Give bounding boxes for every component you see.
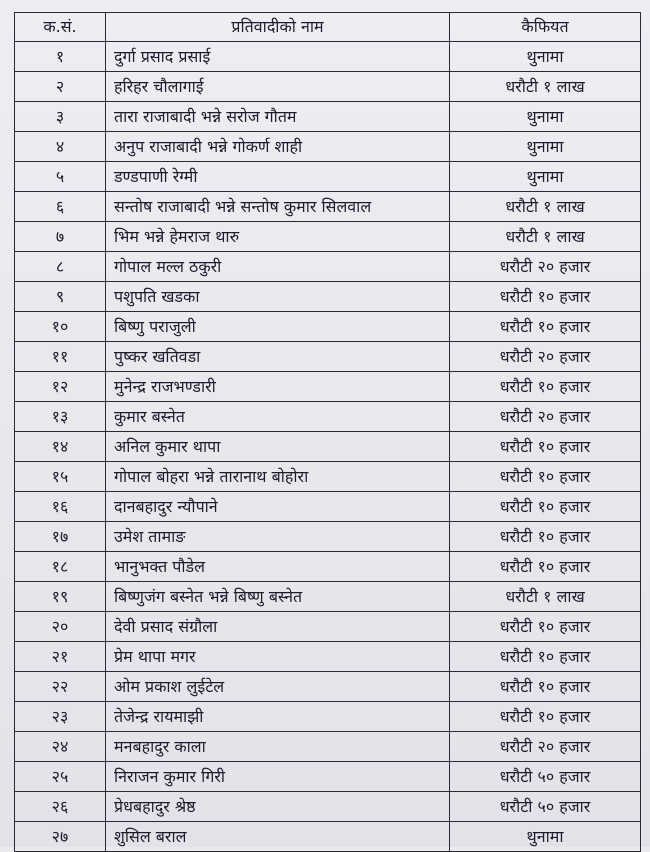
- remark-cell: धरौटी १० हजार: [450, 432, 641, 462]
- serial-number-cell: २३: [15, 702, 106, 732]
- remark-cell: धरौटी २० हजार: [450, 732, 641, 762]
- table-row: [15, 522, 641, 552]
- defendant-name-cell: डण्डपाणी रेग्मी: [106, 162, 450, 192]
- table-row: [15, 192, 641, 222]
- defendant-name-cell: गोपाल बोहरा भन्ने तारानाथ बोहोरा: [106, 462, 450, 492]
- remark-cell: धरौटी ५० हजार: [450, 792, 641, 822]
- remark-cell: धरौटी २० हजार: [450, 402, 641, 432]
- remark-cell: धरौटी १० हजार: [450, 312, 641, 342]
- defendant-name-cell: अनिल कुमार थापा: [106, 432, 450, 462]
- table-row: [15, 762, 641, 792]
- defendant-name-cell: गोपाल मल्ल ठकुरी: [106, 252, 450, 282]
- defendant-name-cell: प्रेधबहादुर श्रेष्ठ: [106, 792, 450, 822]
- serial-number-cell: २४: [15, 732, 106, 762]
- table-row: [15, 582, 641, 612]
- table-row: [15, 132, 641, 162]
- table-row: [15, 822, 641, 852]
- remark-header: कैफियत: [450, 13, 641, 42]
- table-row: [15, 162, 641, 192]
- remark-cell: धरौटी १० हजार: [450, 282, 641, 312]
- table-row: [15, 402, 641, 432]
- defendant-name-cell: पुष्कर खतिवडा: [106, 342, 450, 372]
- table-row: [15, 732, 641, 762]
- serial-number-cell: २०: [15, 612, 106, 642]
- remark-cell: धरौटी १ लाख: [450, 582, 641, 612]
- defendant-name-header: प्रतिवादीको नाम: [106, 13, 450, 42]
- defendant-name-cell: तारा राजाबादी भन्ने सरोज गौतम: [106, 102, 450, 132]
- defendant-name-cell: अनुप राजाबादी भन्ने गोकर्ण शाही: [106, 132, 450, 162]
- remark-cell: धरौटी १ लाख: [450, 192, 641, 222]
- defendant-name-cell: हरिहर चौलागाई: [106, 72, 450, 102]
- remark-cell: थुनामा: [450, 822, 641, 852]
- serial-number-cell: २१: [15, 642, 106, 672]
- serial-number-cell: १७: [15, 522, 106, 552]
- serial-number-cell: १२: [15, 372, 106, 402]
- table-body: [15, 42, 641, 852]
- serial-number-cell: २: [15, 72, 106, 102]
- table-row: [15, 702, 641, 732]
- table-row: [15, 492, 641, 522]
- table-row: [15, 792, 641, 822]
- remark-cell: धरौटी १० हजार: [450, 612, 641, 642]
- defendant-name-cell: सन्तोष राजाबादी भन्ने सन्तोष कुमार सिलवाल: [106, 192, 450, 222]
- defendant-name-cell: उमेश तामाङ: [106, 522, 450, 552]
- serial-number-cell: ९: [15, 282, 106, 312]
- serial-number-cell: १: [15, 42, 106, 72]
- remark-cell: धरौटी १० हजार: [450, 462, 641, 492]
- table-row: [15, 252, 641, 282]
- remark-cell: धरौटी १० हजार: [450, 522, 641, 552]
- serial-number-cell: ८: [15, 252, 106, 282]
- defendant-name-cell: मनबहादुर काला: [106, 732, 450, 762]
- serial-number-cell: ६: [15, 192, 106, 222]
- defendant-name-cell: देवी प्रसाद संग्रौला: [106, 612, 450, 642]
- serial-number-cell: १८: [15, 552, 106, 582]
- serial-number-header: क.सं.: [15, 13, 106, 42]
- remark-cell: धरौटी २० हजार: [450, 342, 641, 372]
- serial-number-cell: २५: [15, 762, 106, 792]
- remark-cell: थुनामा: [450, 132, 641, 162]
- defendant-name-cell: मुनेन्द्र राजभण्डारी: [106, 372, 450, 402]
- defendant-name-cell: शुसिल बराल: [106, 822, 450, 852]
- remark-cell: धरौटी १० हजार: [450, 372, 641, 402]
- defendant-name-cell: बिष्णुजंग बस्नेत भन्ने बिष्णु बस्नेत: [106, 582, 450, 612]
- defendant-name-cell: दानबहादुर न्यौपाने: [106, 492, 450, 522]
- remark-cell: थुनामा: [450, 102, 641, 132]
- defendant-name-cell: ओम प्रकाश लुईटेल: [106, 672, 450, 702]
- serial-number-cell: १६: [15, 492, 106, 522]
- table-row: [15, 282, 641, 312]
- remark-cell: धरौटी १० हजार: [450, 672, 641, 702]
- remark-cell: थुनामा: [450, 42, 641, 72]
- serial-number-cell: २२: [15, 672, 106, 702]
- serial-number-cell: १३: [15, 402, 106, 432]
- defendant-name-cell: प्रेम थापा मगर: [106, 642, 450, 672]
- table-row: [15, 372, 641, 402]
- serial-number-cell: २७: [15, 822, 106, 852]
- defendant-name-cell: भानुभक्त पौडेल: [106, 552, 450, 582]
- table-header-row: [15, 13, 641, 42]
- table-row: [15, 342, 641, 372]
- defendant-name-cell: निराजन कुमार गिरी: [106, 762, 450, 792]
- defendant-name-cell: बिष्णु पराजुली: [106, 312, 450, 342]
- remark-cell: थुनामा: [450, 162, 641, 192]
- remark-cell: धरौटी १० हजार: [450, 642, 641, 672]
- remark-cell: धरौटी ५० हजार: [450, 762, 641, 792]
- remark-cell: धरौटी १ लाख: [450, 72, 641, 102]
- serial-number-cell: ५: [15, 162, 106, 192]
- defendant-name-cell: तेजेन्द्र रायमाझी: [106, 702, 450, 732]
- defendant-name-cell: कुमार बस्नेत: [106, 402, 450, 432]
- remark-cell: धरौटी २० हजार: [450, 252, 641, 282]
- serial-number-cell: ११: [15, 342, 106, 372]
- serial-number-cell: १४: [15, 432, 106, 462]
- serial-number-cell: ४: [15, 132, 106, 162]
- table-row: [15, 432, 641, 462]
- defendant-name-cell: दुर्गा प्रसाद प्रसाई: [106, 42, 450, 72]
- serial-number-cell: १५: [15, 462, 106, 492]
- defendant-name-cell: भिम भन्ने हेमराज थारु: [106, 222, 450, 252]
- serial-number-cell: १९: [15, 582, 106, 612]
- remark-cell: धरौटी १० हजार: [450, 492, 641, 522]
- defendants-table: [14, 12, 641, 852]
- table-row: [15, 672, 641, 702]
- defendant-name-cell: पशुपति खडका: [106, 282, 450, 312]
- serial-number-cell: १०: [15, 312, 106, 342]
- remark-cell: धरौटी १० हजार: [450, 702, 641, 732]
- table-row: [15, 612, 641, 642]
- table-row: [15, 552, 641, 582]
- serial-number-cell: २६: [15, 792, 106, 822]
- table-row: [15, 222, 641, 252]
- remark-cell: धरौटी १ लाख: [450, 222, 641, 252]
- table-row: [15, 462, 641, 492]
- serial-number-cell: ७: [15, 222, 106, 252]
- table-row: [15, 42, 641, 72]
- remark-cell: धरौटी १० हजार: [450, 552, 641, 582]
- serial-number-cell: ३: [15, 102, 106, 132]
- table-row: [15, 102, 641, 132]
- table-row: [15, 72, 641, 102]
- table-row: [15, 312, 641, 342]
- table-row: [15, 642, 641, 672]
